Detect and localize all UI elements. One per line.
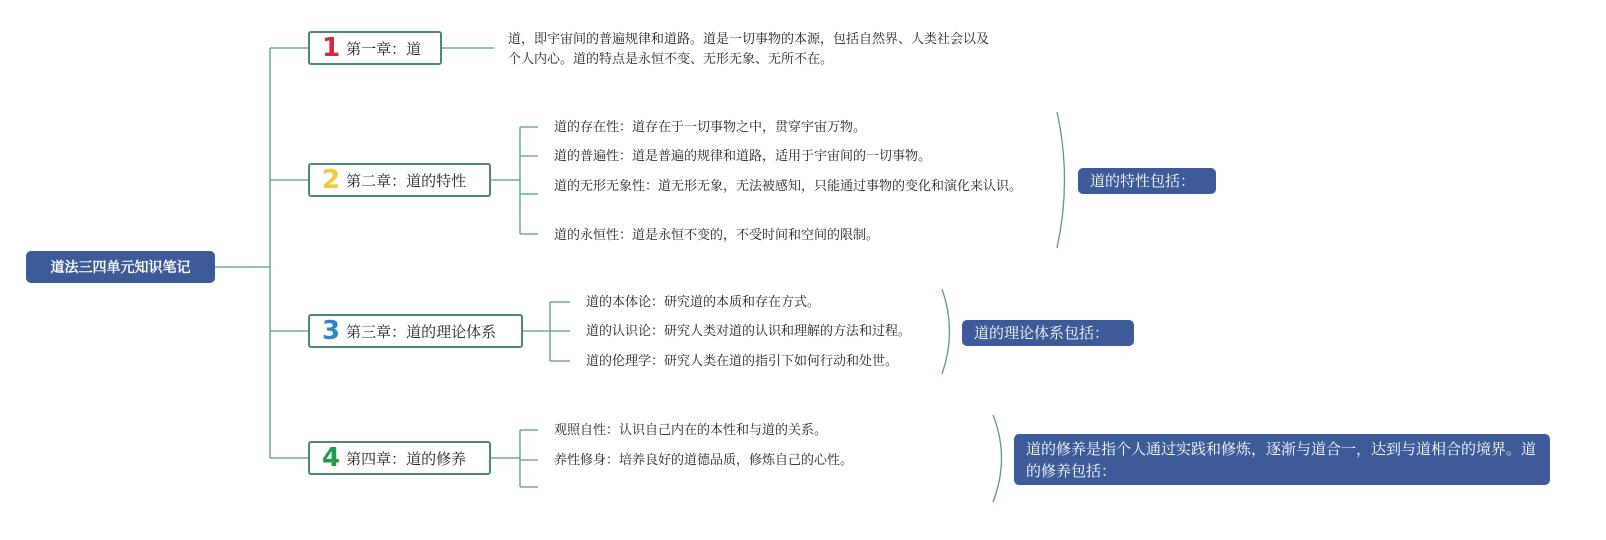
chapter-3-node[interactable] (308, 314, 523, 348)
chapter-2-summary-brace (1057, 112, 1065, 248)
chapter-2-summary[interactable]: 道的特性包括： (1078, 168, 1216, 194)
chapter-3-item-3[interactable]: 道的伦理学：研究人类在道的指引下如何行动和处世。 (586, 354, 899, 369)
chapter-3-item-2[interactable]: 道的认识论：研究人类对道的认识和理解的方法和过程。 (586, 324, 912, 339)
chapter-2-item-4[interactable]: 道的永恒性：道是永恒不变的，不受时间和空间的限制。 (554, 228, 880, 243)
chapter-3-item-ticks (550, 302, 570, 361)
chapter-4-item-1[interactable]: 观照自性：认识自己内在的本性和与道的关系。 (554, 423, 828, 438)
chapter-4-summary-brace (993, 415, 1002, 502)
chapter-4-summary[interactable]: 道的修养是指个人通过实践和修炼，逐渐与道合一，达到与道相合的境界。道的修养包括： (1014, 434, 1550, 485)
chapter-3-item-spine (522, 302, 550, 361)
chapter-2-item-1[interactable]: 道的存在性：道存在于一切事物之中，贯穿宇宙万物。 (554, 120, 867, 135)
chapter-3-item-1[interactable]: 道的本体论：研究道的本质和存在方式。 (586, 295, 821, 310)
chapter-1-item-1[interactable]: 道，即宇宙间的普遍规律和道路。道是一切事物的本源，包括自然界、人类社会以及个人内心。道的特点是永恒不变、无形无象、无所不在。 (508, 32, 990, 67)
chapter-2-node[interactable] (308, 163, 491, 197)
chapter-3-title: 第三章：道的理论体系 (346, 322, 497, 341)
chapter-1-node[interactable] (308, 31, 442, 65)
root-node[interactable]: 道法三四单元知识笔记 (26, 251, 215, 283)
chapter-3-summary-brace (942, 289, 950, 374)
chapter-2-item-ticks (520, 127, 538, 234)
chapter-4-item-spine (490, 430, 520, 487)
chapter-2-item-spine (490, 127, 520, 234)
chapter-3-number: 3 (322, 316, 341, 346)
chapter-4-item-ticks (520, 430, 538, 487)
chapter-4-number: 4 (322, 443, 341, 473)
chapter-4-item-2[interactable]: 养性修身：培养良好的道德品质，修炼自己的心性。 (554, 453, 854, 468)
chapter-2-number: 2 (322, 165, 341, 195)
chapter-1-number: 1 (322, 33, 341, 63)
chapter-2-item-2[interactable]: 道的普遍性：道是普遍的规律和道路，适用于宇宙间的一切事物。 (554, 149, 932, 164)
chapter-2-title: 第二章：道的特性 (346, 171, 467, 190)
chapter-2-item-3[interactable]: 道的无形无象性：道无形无象，无法被感知，只能通过事物的变化和演化来认识。 (554, 179, 1023, 194)
chapter-4-node[interactable] (308, 441, 491, 475)
chapter-4-title: 第四章：道的修养 (346, 449, 467, 468)
chapter-1-title: 第一章：道 (346, 39, 422, 58)
chapter-3-summary[interactable]: 道的理论体系包括： (962, 320, 1134, 346)
